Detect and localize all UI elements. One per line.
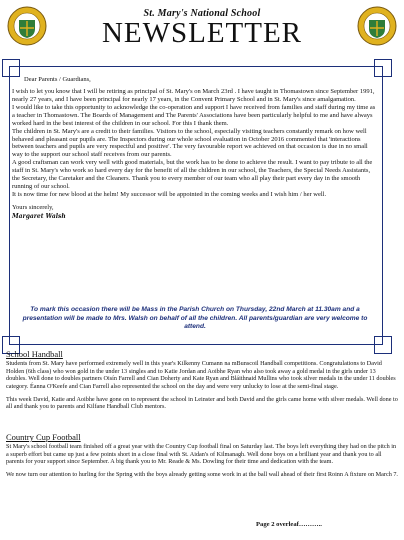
letter-salutation: Dear Parents / Guardians, bbox=[24, 76, 91, 83]
handball-paragraph: This week David, Katie and Aoibhe have gone on to represent the school in Leinster and both David and the girls came home with silver medals. Well done to all and thank you to parents and Kilfane Handball Club mentors. bbox=[6, 395, 398, 411]
school-name: St. Mary's National School bbox=[143, 8, 261, 19]
football-paragraph: We now turn our attention to hurling for the Spring with the boys already getting some work in at the ball wall ahead of their first Roinn A fixture on March 7. bbox=[6, 471, 398, 479]
letter-paragraph: The children in St. Mary's are a credit to their families. Visitors to the school, especially visiting teachers constantly remark on how well behaved and pleasant our pupils are. The Inspectors during our whole school evaluation in October 2016 commented that 'interactions between teachers and pupils are very respectful and positive'. The very favourable report we achieved on that occasion is due in no small way to the support our school staff receives from our parents. bbox=[12, 127, 368, 159]
football-section bbox=[6, 432, 398, 484]
letter-paragraph: A good craftsman can work very well with good materials, but the work has to be done to achieve the result. I want to pay tribute to all the staff in St. Mary's who work so hard every day for the benefit of all the children in our school, the Teachers, the Special Needs Assistants, the Secretary, the Caretaker and the Cleaners. Thank you to every member of our team who all play their part every day in the smooth running of our school. bbox=[12, 159, 373, 191]
letter-closing: Yours sincerely, bbox=[12, 203, 54, 211]
letter-body bbox=[12, 88, 378, 225]
frame-corner bbox=[374, 59, 392, 77]
football-heading: Country Cup Football bbox=[6, 432, 81, 442]
letter-paragraph: I would like to take this opportunity to acknowledge the co-operation and support I have received from families and staff during my time as a teacher in Thomastown. The Boards of Management and The Parents' Associations have been particularly helpful to me and have always worked hard in the best interest of the children in our school. For this I thank them. bbox=[12, 103, 376, 127]
handball-heading: School Handball bbox=[6, 349, 63, 359]
newsletter-title: NEWSLETTER bbox=[101, 17, 303, 49]
letter-paragraph: I wish to let you know that I will be retiring as principal of St. Mary's on March 23rd . I have taught in Thomastown since September 1991, nearly 27 years, and I have been principal for nearly 17 years, in the Convent Primary School and in St. Mary's since amalgamation. bbox=[12, 88, 375, 103]
mass-announcement: To mark this occasion there will be Mass in the Parish Church on Thursday, 22nd March at 11.30am and a presentation will be made to Mrs. Walsh on behalf of all the children. All parents/guardian are very welcome to attend. bbox=[22, 306, 368, 331]
page-footer-note: Page 2 overleaf……….. bbox=[256, 521, 322, 528]
letter-signature: Margaret Walsh bbox=[12, 212, 66, 220]
letter-paragraph: It is now time for new blood at the helm! My successor will be appointed in the coming weeks and I wish him / her well. bbox=[12, 190, 327, 198]
handball-section bbox=[6, 349, 398, 416]
frame-corner bbox=[2, 59, 20, 77]
handball-paragraph: Students from St. Mary have performed extremely well in this year's Kilkenny Cumann na mBunscoil Handball competitions. Congratulations to David Holden (6th class) who won gold in the under 13 singles and to Katie Jordan and Aoibhe Ryan who also took away a gold medal in the girls under 13 doubles. Well done to doubles partners Oisín Farrell and Cian Doherty and Kate Ryan and Bláithnaid Mullins who took silver medals in the under 11 doubles category. Éanna O'Keefe and Cian Farrell also represented the school on the day and were very unlucky to lose at the semi-final stage. bbox=[6, 360, 396, 391]
football-paragraph: St Mary's school football team finished off a great year with the Country Cup football final on Saturday last. The boys left everything they had on the pitch in a superb effort but came up just a few points short in a close final with St. Aidan's of Kilmanagh. Well done boys on a brilliant year and thank you to all parents for your support since September. A big thank you to Mr. Reade & Ms. Dowling for their time and dedication with the team. bbox=[6, 443, 397, 466]
